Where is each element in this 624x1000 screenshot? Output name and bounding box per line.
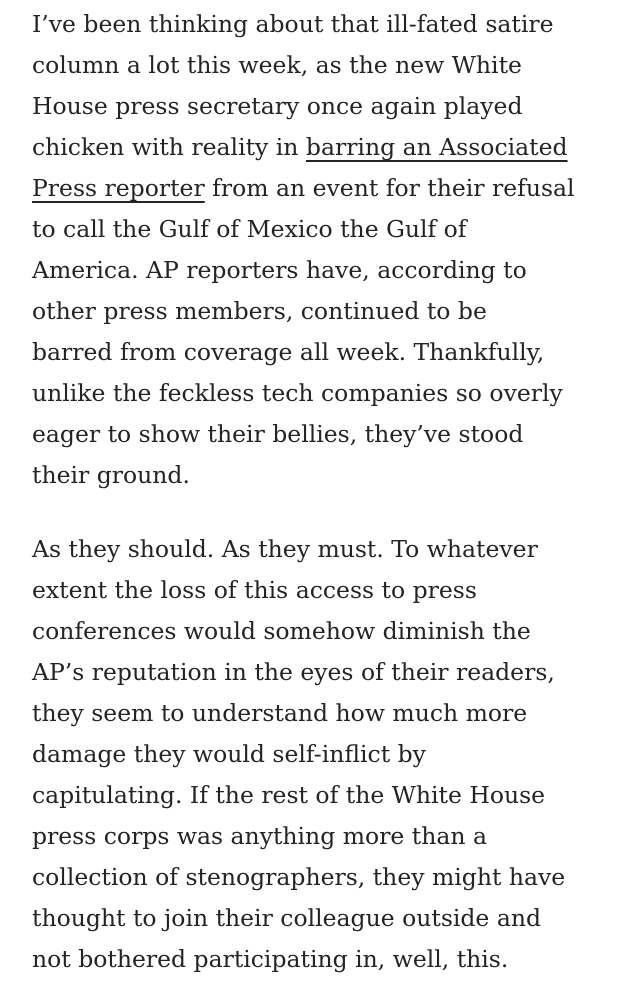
text-line: AP’s reputation in the eyes of their readers, [32,658,555,686]
text-segment: chicken with reality in [32,133,306,161]
text-line: not bothered participating in, well, this. [32,945,509,973]
article-body [32,4,612,980]
text-line: eager to show their bellies, they’ve stood [32,420,524,448]
text-line: unlike the feckless tech companies so overly [32,379,563,407]
text-line: damage they would self-inflict by [32,740,426,768]
paragraph-2 [32,529,612,980]
text-line: thought to join their colleague outside and [32,904,542,932]
text-line: to call the Gulf of Mexico the Gulf of [32,215,467,243]
text-segment: from an event for their refusal [204,174,575,202]
text-line-with-link [32,127,612,168]
ap-reporter-link-part2[interactable]: Press reporter [32,174,205,202]
paragraph-spacer [32,496,612,529]
text-line: I’ve been thinking about that ill-fated satire [32,10,554,38]
text-line: capitulating. If the rest of the White House [32,781,546,809]
text-line: press corps was anything more than a [32,822,487,850]
ap-reporter-link-part1[interactable]: barring an Associated [305,133,568,161]
text-line: collection of stenographers, they might have [32,863,566,891]
text-line-with-link [32,168,612,209]
paragraph-1 [32,4,612,496]
text-line: column a lot this week, as the new White [32,51,522,79]
text-line: As they should. As they must. To whatever [32,535,538,563]
text-line: extent the loss of this access to press [32,576,477,604]
text-line: barred from coverage all week. Thankfully, [32,338,545,366]
text-line: conferences would somehow diminish the [32,617,531,645]
text-line: America. AP reporters have, according to [32,256,527,284]
text-line: their ground. [32,461,190,489]
text-line: they seem to understand how much more [32,699,528,727]
text-line: other press members, continued to be [32,297,487,325]
text-line: House press secretary once again played [32,92,523,120]
